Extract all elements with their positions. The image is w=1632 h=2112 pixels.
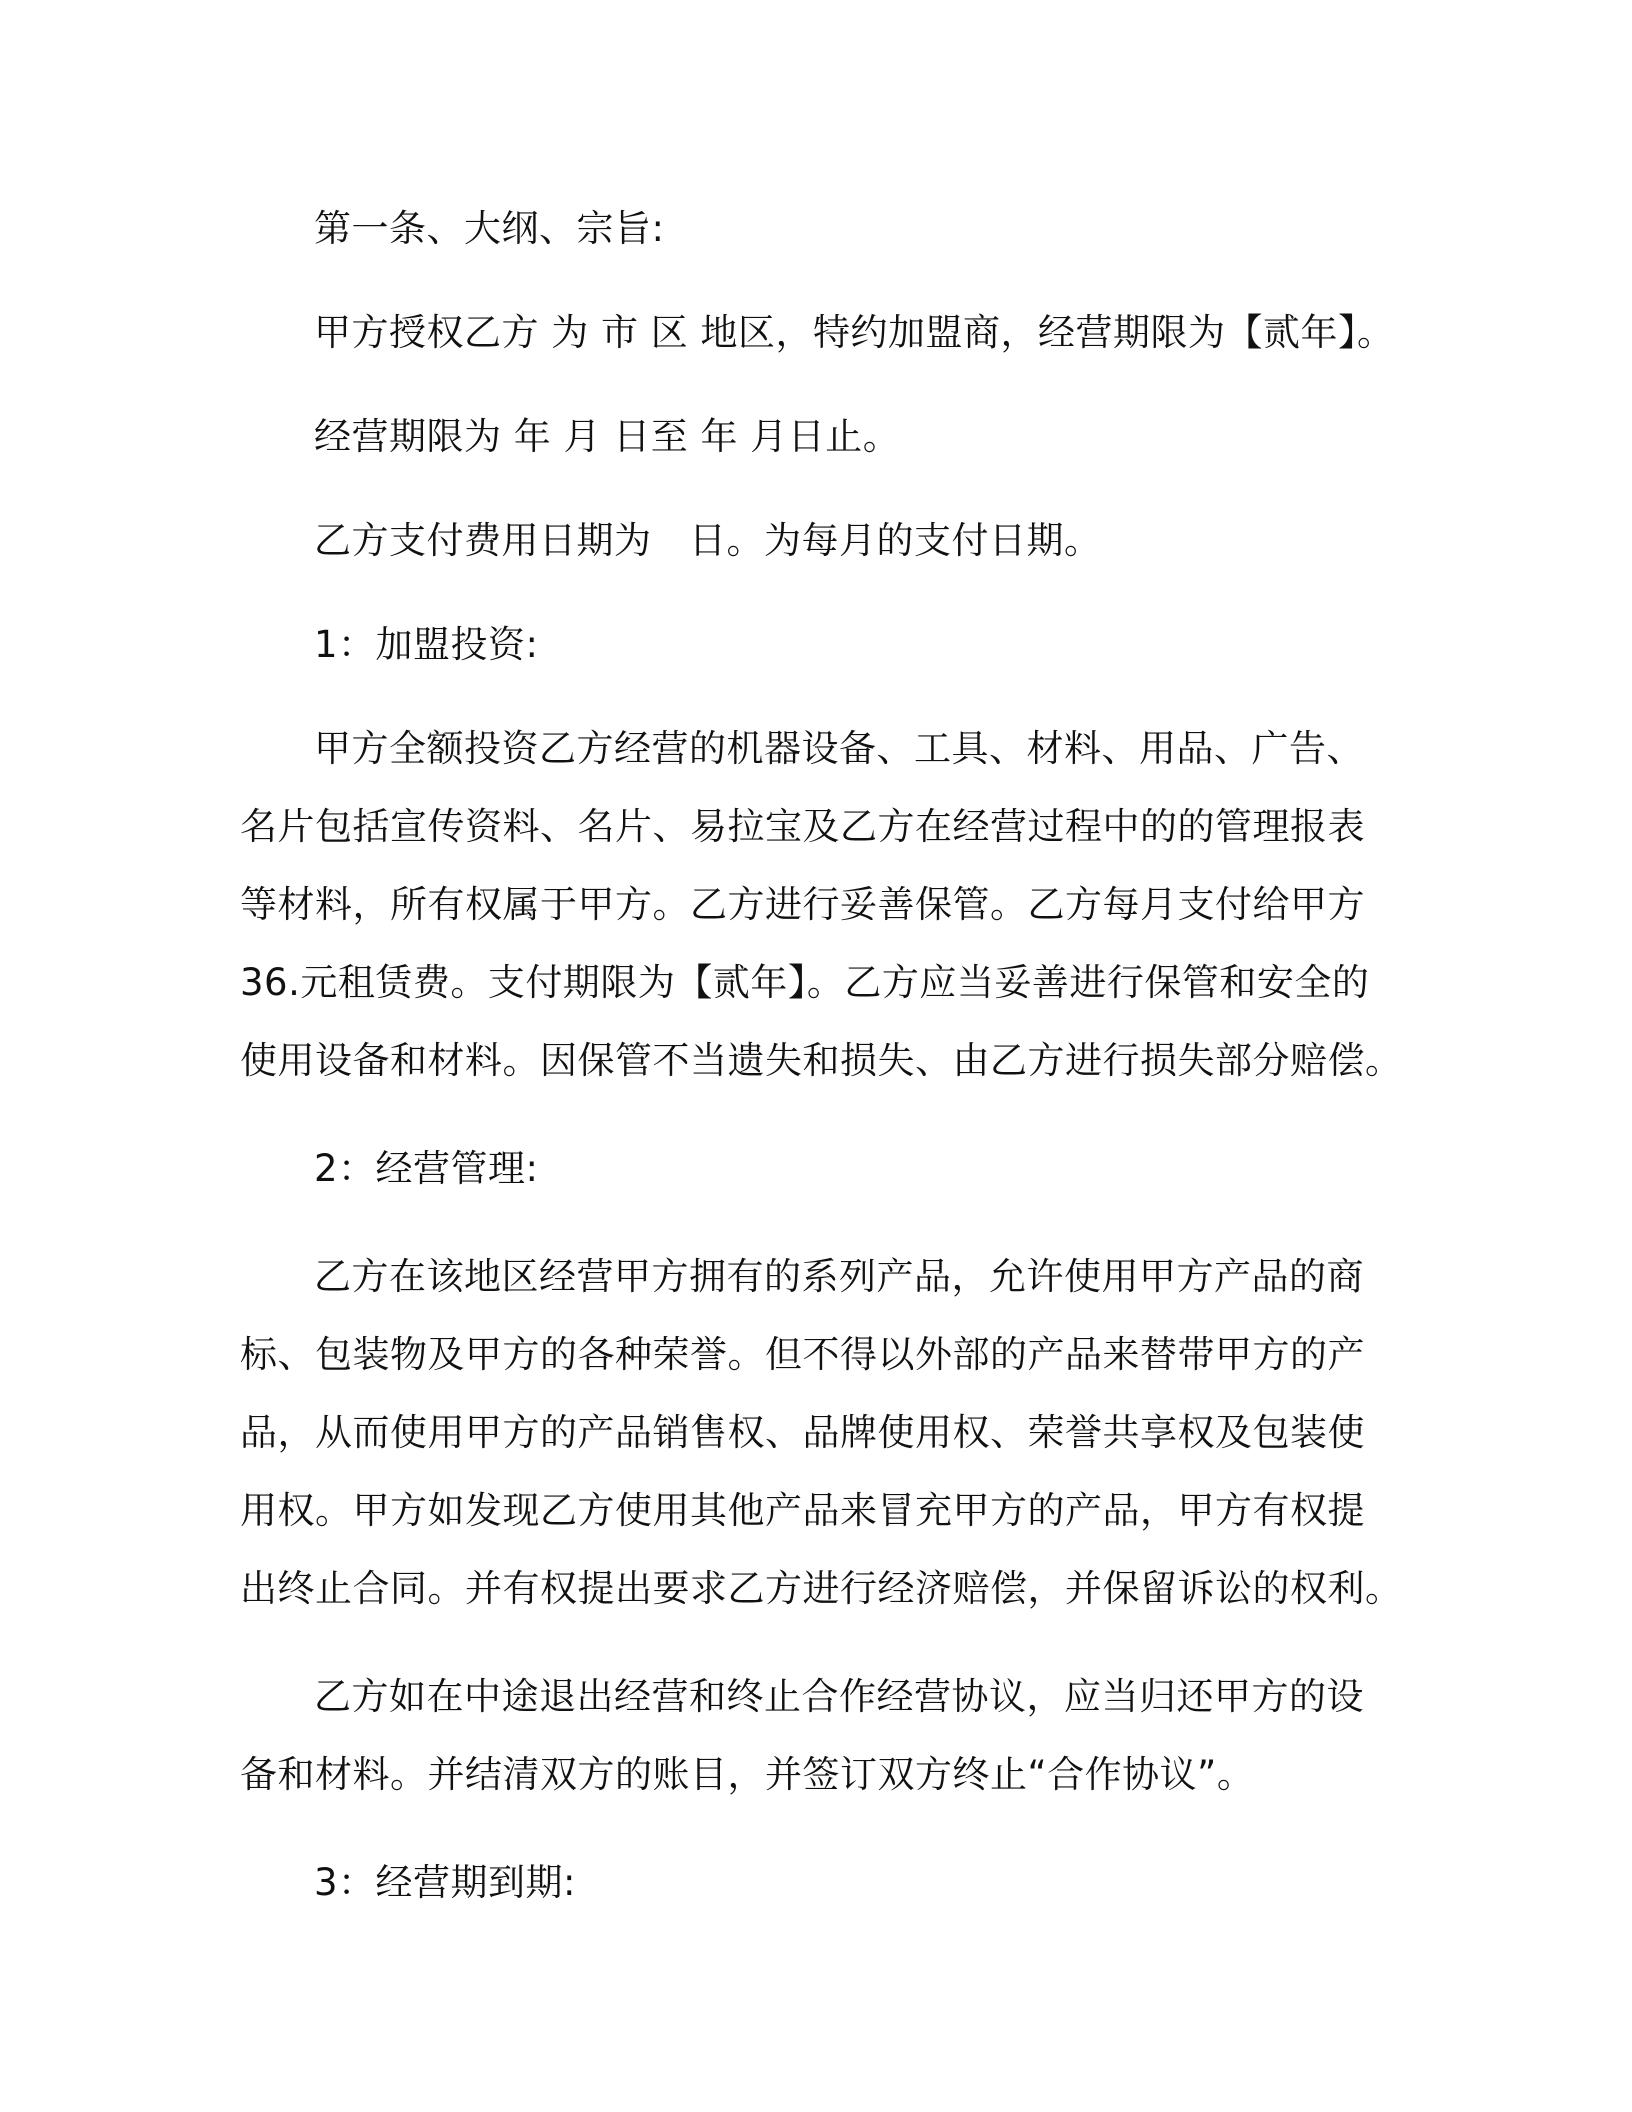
paragraph-line: 名片包括宣传资料、名片、易拉宝及乙方在经营过程中的的管理报表 xyxy=(240,805,1365,848)
section-heading-expiry: 3：经营期到期: xyxy=(314,1861,577,1904)
paragraph-line: 备和材料。并结清双方的账目，并签订双方终止“合作协议”。 xyxy=(240,1753,1255,1796)
intro-line-payment-date: 乙方支付费用日期为 日。为每月的支付日期。 xyxy=(314,519,1102,562)
intro-line-authorization: 甲方授权乙方 为 市 区 地区，特约加盟商，经营期限为【贰年】。 xyxy=(314,311,1395,354)
paragraph-line: 乙方如在中途退出经营和终止合作经营协议，应当归还甲方的设 xyxy=(314,1675,1364,1718)
article-title: 第一条、大纲、宗旨: xyxy=(314,207,665,250)
paragraph-line: 等材料，所有权属于甲方。乙方进行妥善保管。乙方每月支付给甲方 xyxy=(240,883,1365,926)
paragraph-withdrawal xyxy=(240,1658,1390,1814)
paragraph-line: 使用设备和材料。因保管不当遗失和损失、由乙方进行损失部分赔偿。 xyxy=(240,1039,1403,1082)
paragraph-line: 品，从而使用甲方的产品销售权、品牌使用权、荣誉共享权及包装使 xyxy=(240,1411,1365,1454)
paragraph-line: 出终止合同。并有权提出要求乙方进行经济赔偿，并保留诉讼的权利。 xyxy=(240,1567,1403,1610)
section-heading-management: 2：经营管理: xyxy=(314,1147,539,1190)
paragraph-line: 甲方全额投资乙方经营的机器设备、工具、材料、用品、广告、 xyxy=(314,727,1364,770)
intro-line-term-dates: 经营期限为 年 月 日至 年 月日止。 xyxy=(314,415,901,458)
section-heading-investment: 1：加盟投资: xyxy=(314,623,539,666)
paragraph-line: 用权。甲方如发现乙方使用其他产品来冒充甲方的产品，甲方有权提 xyxy=(240,1489,1365,1532)
contract-page xyxy=(240,190,1403,1922)
paragraph-investment xyxy=(240,710,1403,1100)
paragraph-line: 36.元租赁费。支付期限为【贰年】。乙方应当妥善进行保管和安全的 xyxy=(240,961,1370,1004)
paragraph-line: 标、包装物及甲方的各种荣誉。但不得以外部的产品来替带甲方的产 xyxy=(240,1333,1365,1376)
paragraph-line: 乙方在该地区经营甲方拥有的系列产品，允许使用甲方产品的商 xyxy=(314,1255,1364,1298)
paragraph-management xyxy=(240,1238,1403,1628)
